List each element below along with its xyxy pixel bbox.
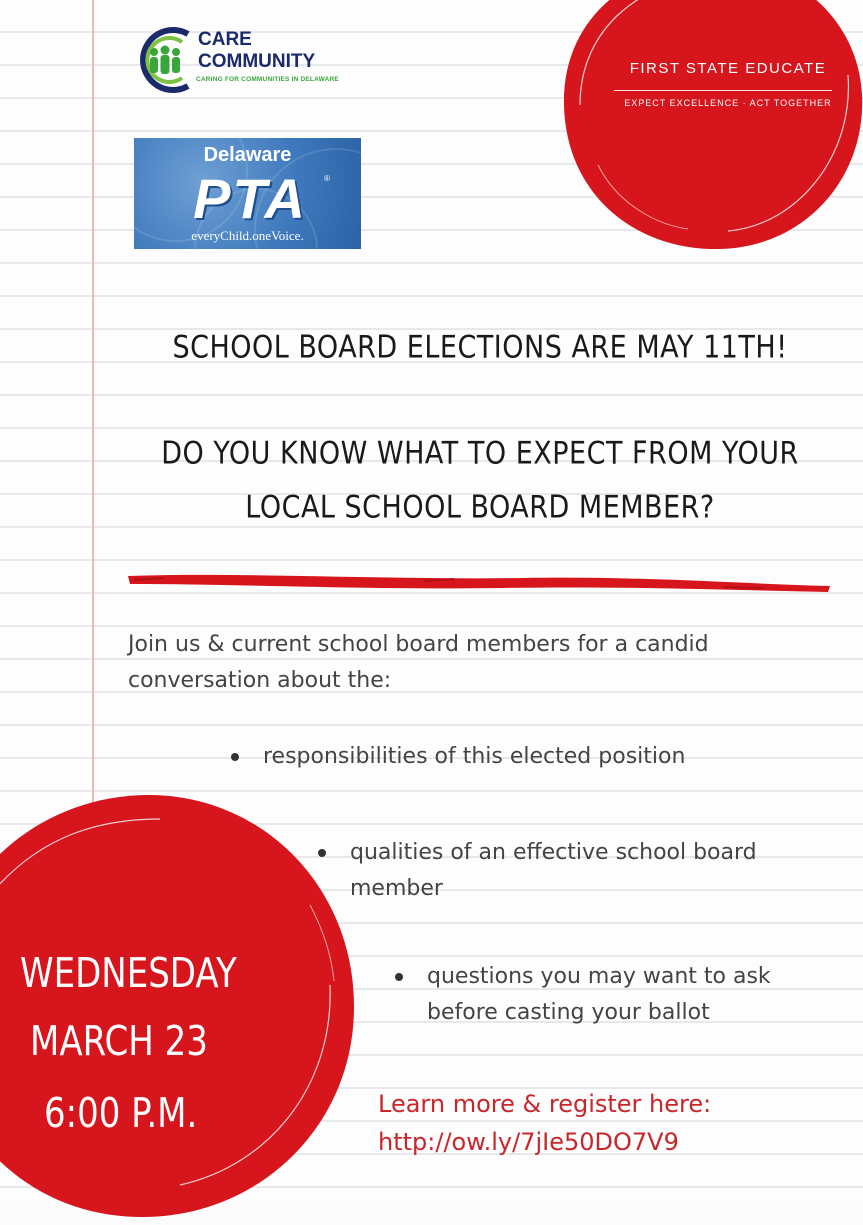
pta-motto: everyChild.oneVoice.: [191, 228, 304, 243]
headline-election-date: SCHOOL BOARD ELECTIONS ARE MAY 11TH!: [172, 329, 788, 366]
bullet-text: questions you may want to ask before casting your ballot: [427, 964, 771, 1025]
red-paint-circle-top: [558, 0, 863, 255]
bullet-dot-icon: [231, 753, 239, 761]
care-community-name-line2: COMMUNITY: [198, 51, 316, 72]
headline-question-line1: DO YOU KNOW WHAT TO EXPECT FROM YOUR: [161, 435, 799, 472]
bullet-item: [263, 739, 823, 775]
care-community-name-line1: CARE: [198, 29, 252, 50]
bullet-dot-icon: [395, 973, 403, 981]
bullet-text: responsibilities of this elected position: [263, 744, 686, 769]
first-state-educate-title: FIRST STATE EDUCATE: [629, 60, 827, 77]
register-link[interactable]: http://ow.ly/7jIe50DO7V9: [378, 1128, 679, 1156]
first-state-educate-tagline: EXPECT EXCELLENCE · ACT TOGETHER: [624, 98, 832, 108]
delaware-pta-logo: [134, 138, 361, 249]
red-brush-divider: [124, 566, 834, 596]
intro-paragraph: Join us & current school board members for a candid conversation about the:: [128, 632, 709, 693]
bullet-item: [350, 835, 830, 907]
care-community-tagline: CARING FOR COMMUNITIES IN DELAWARE: [196, 76, 339, 83]
event-day: WEDNESDAY: [20, 950, 237, 998]
pta-trademark: ®: [324, 174, 330, 183]
register-label: Learn more & register here:: [378, 1090, 712, 1118]
bullet-text: qualities of an effective school board member: [350, 840, 757, 901]
event-time: 6:00 P.M.: [44, 1090, 198, 1138]
pta-wordmark: PTA: [193, 167, 307, 230]
red-paint-circle-bottom: [0, 785, 360, 1225]
event-date: MARCH 23: [30, 1018, 208, 1066]
pta-state-name: Delaware: [203, 144, 292, 166]
bullet-item: [427, 959, 837, 1031]
first-state-educate-rule: [614, 90, 832, 91]
headline-question-line2: LOCAL SCHOOL BOARD MEMBER?: [245, 489, 715, 526]
